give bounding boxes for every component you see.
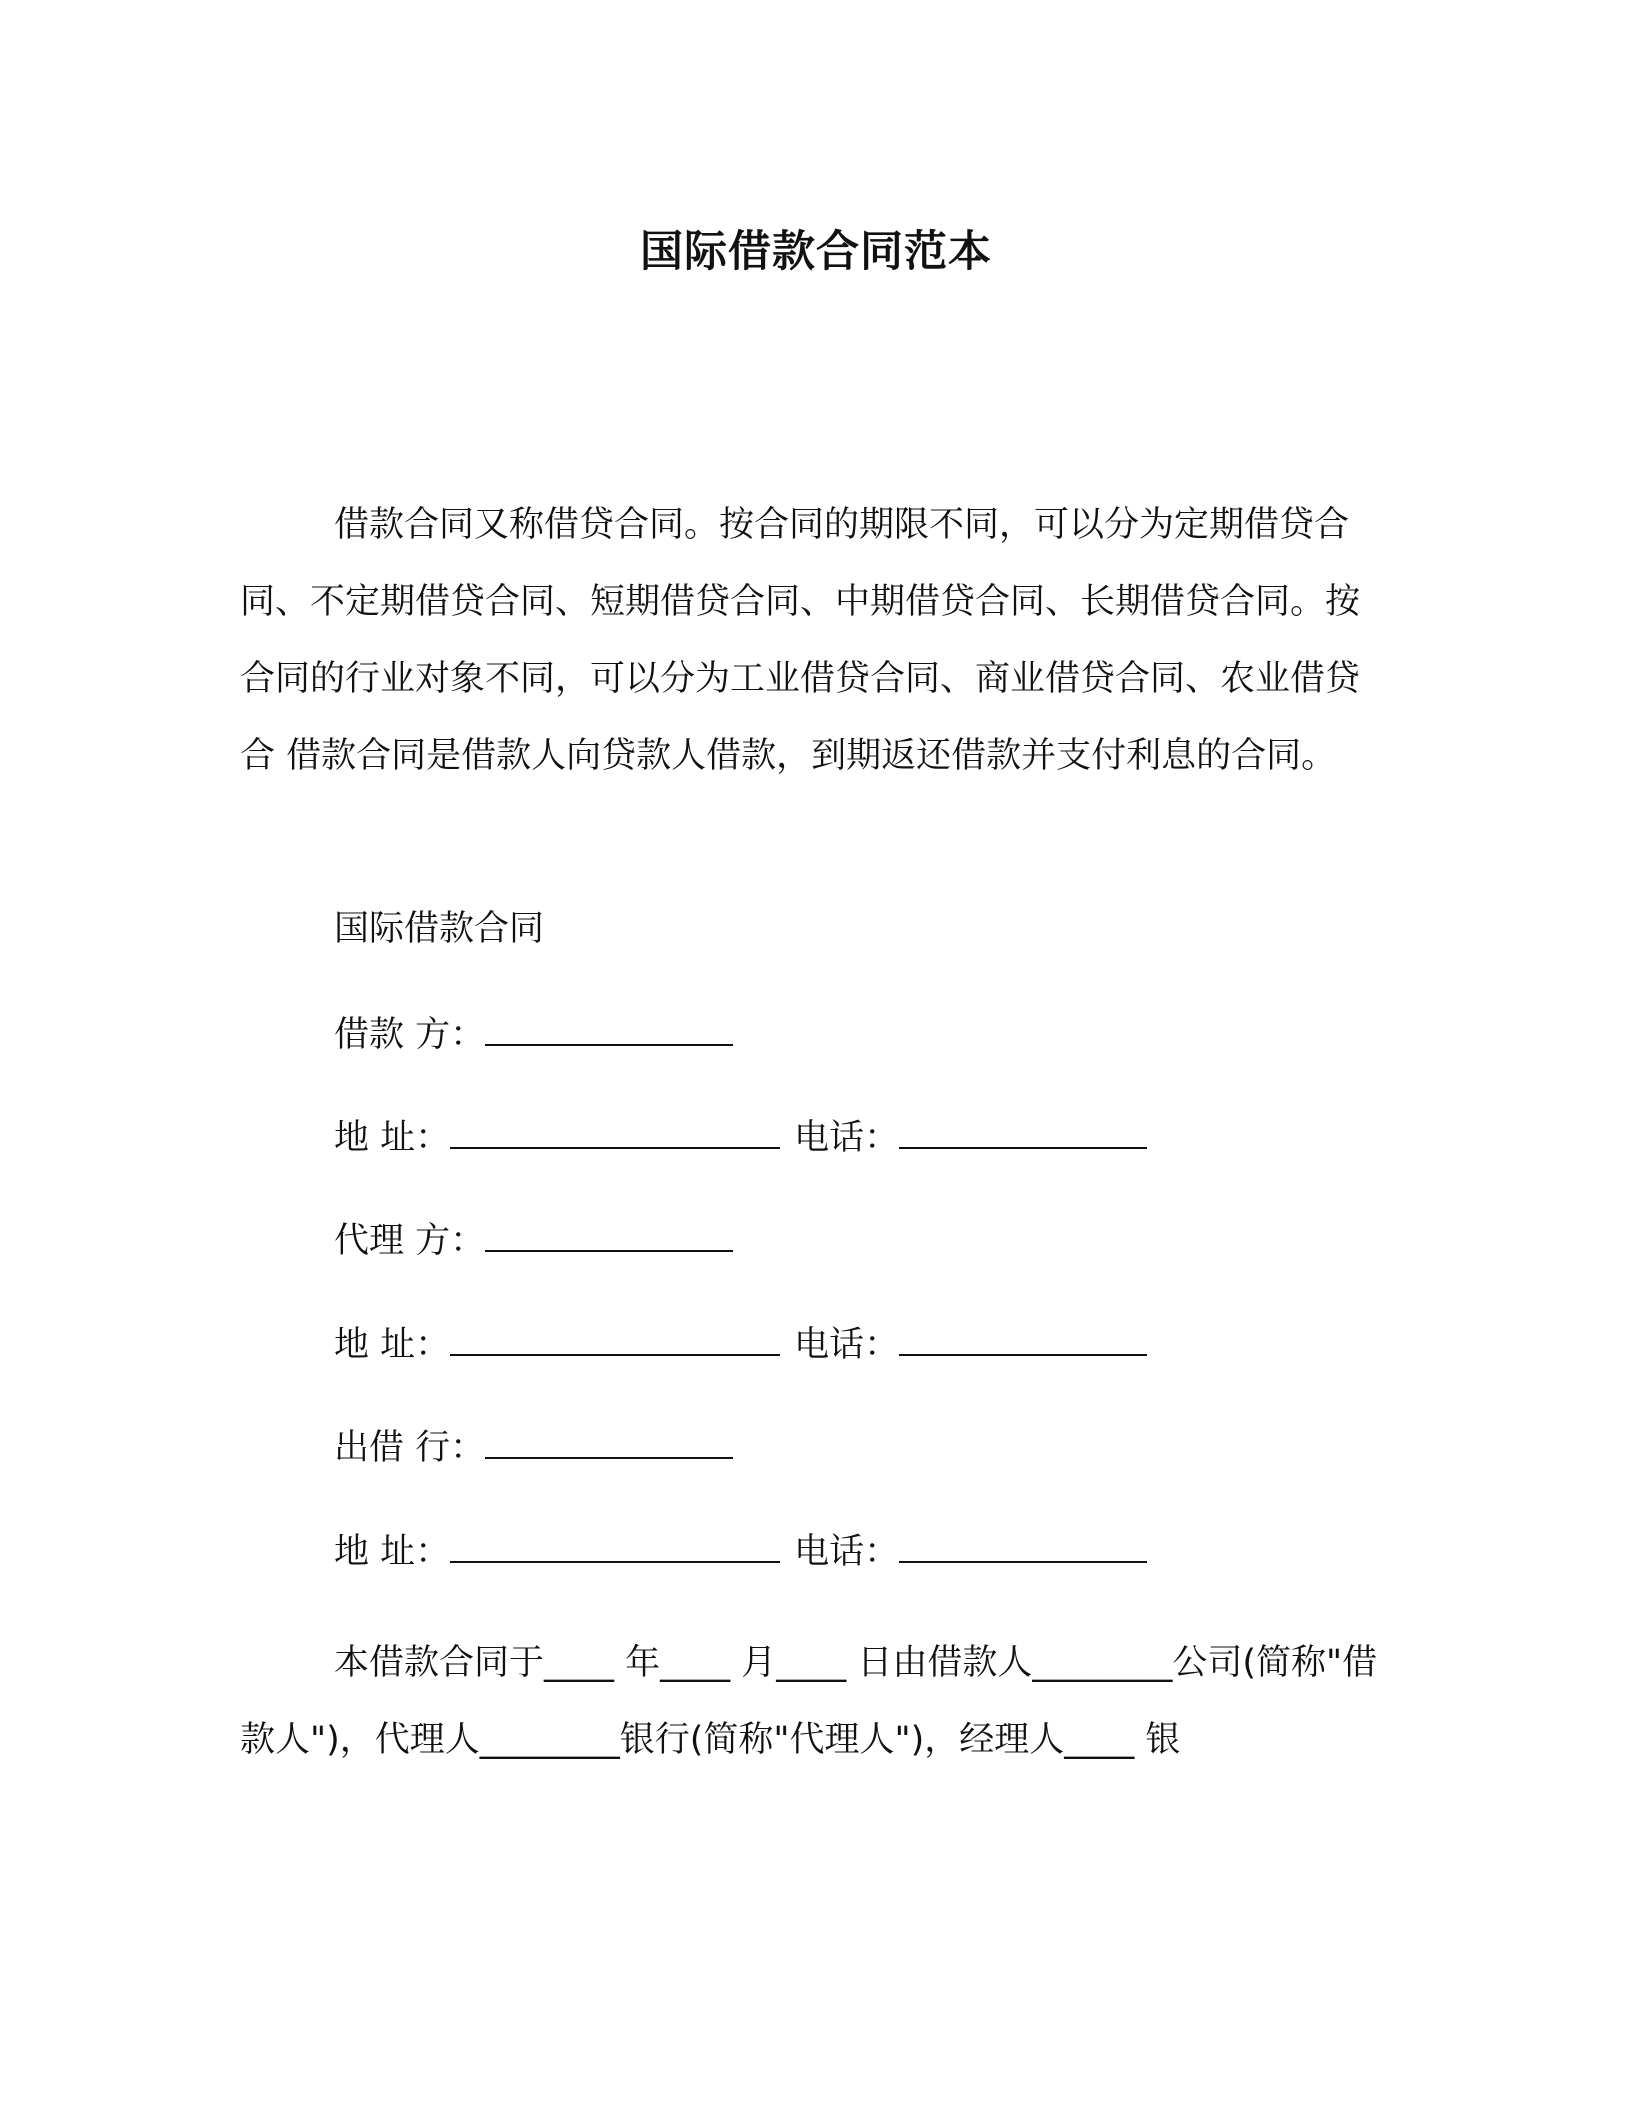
borrower-blank	[485, 1010, 733, 1046]
lender-address-row	[334, 1527, 1147, 1577]
document-title: 国际借款合同范本	[640, 227, 992, 277]
address-label: 地 址：	[334, 1532, 451, 1572]
phone-label: 电话：	[794, 1532, 900, 1572]
borrower-label: 借款 方：	[334, 1015, 486, 1055]
lender-blank	[485, 1423, 733, 1459]
phone-blank	[899, 1320, 1147, 1356]
phone-blank	[899, 1113, 1147, 1149]
intro-paragraph: 借款合同又称借贷合同。按合同的期限不同，可以分为定期借贷合同、不定期借贷合同、短期借贷合同、中期借贷合同、长期借贷合同。按合同的行业对象不同，可以分为工业借贷合同、商业借贷合同、农业借贷合 借款合同是借款人向贷款人借款，到期返还借款并支付利息的合同。	[240, 505, 1361, 776]
agent-blank	[485, 1216, 733, 1252]
lender-label: 出借 行：	[334, 1428, 486, 1468]
agent-row	[334, 1216, 733, 1266]
borrower-row	[334, 1010, 733, 1060]
agent-address-row	[334, 1320, 1147, 1370]
address-blank	[450, 1527, 780, 1563]
contract-preamble-paragraph: 本借款合同于____ 年____ 月____ 日由借款人________公司(简称"借款人")，代理人________银行(简称"代理人")，经理人____ 银	[240, 1643, 1378, 1760]
agent-label: 代理 方：	[334, 1221, 486, 1261]
contract-heading: 国际借款合同	[334, 909, 545, 949]
address-blank	[450, 1320, 780, 1356]
address-label: 地 址：	[334, 1118, 451, 1158]
phone-label: 电话：	[794, 1325, 900, 1365]
phone-label: 电话：	[794, 1118, 900, 1158]
address-blank	[450, 1113, 780, 1149]
borrower-address-row	[334, 1113, 1147, 1163]
phone-blank	[899, 1527, 1147, 1563]
address-label: 地 址：	[334, 1325, 451, 1365]
lender-row	[334, 1423, 733, 1473]
